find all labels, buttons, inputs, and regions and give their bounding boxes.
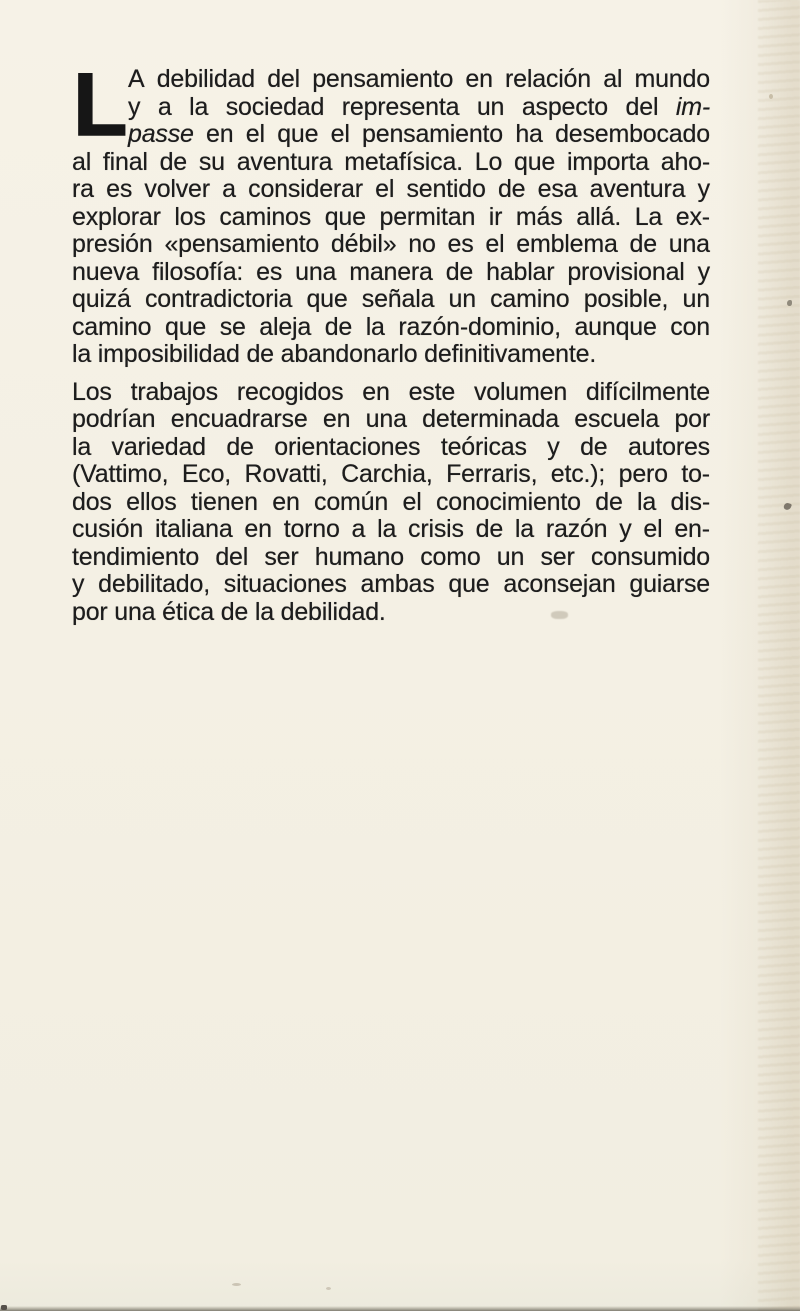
text-line: tendimiento del ser humano como un ser consumido	[72, 542, 710, 571]
paper-speck	[326, 1287, 331, 1290]
text-block	[72, 54, 710, 626]
text-line: por una ética de la debilidad.	[72, 597, 386, 626]
text-line: y a la sociedad representa un aspecto del im-	[128, 92, 710, 121]
text-line: presión «pensamiento débil» no es el emblema de una	[72, 230, 710, 258]
text-line: podrían encuadrarse en una determinada escuela por	[72, 405, 710, 433]
text-line: quizá contradictoria que señala un camino posible, un	[72, 285, 710, 313]
text-line: explorar los caminos que permitan ir más allá. La ex-	[72, 202, 710, 231]
text-line: y debilitado, situaciones ambas que aconsejan guiarse	[72, 570, 710, 598]
paper-speck	[783, 502, 792, 511]
text-line: al final de su aventura metafísica. Lo que importa aho-	[72, 147, 710, 176]
paper-speck	[232, 1283, 241, 1286]
paper-scan-bottom-line	[0, 1306, 800, 1311]
text-line: camino que se aleja de la razón-dominio, aunque con	[72, 312, 710, 341]
text-line: dos ellos tienen en común el conocimiento de la dis-	[72, 487, 710, 516]
paper-speck	[787, 300, 792, 306]
paragraph	[72, 54, 710, 369]
text-line: la variedad de orientaciones teóricas y de autores	[72, 432, 710, 461]
text-line: (Vattimo, Eco, Rovatti, Carchia, Ferraris, etc.); pero to-	[72, 460, 710, 488]
text-line: A debilidad del pensamiento en relación al mundo	[128, 65, 710, 93]
drop-cap-letter: L	[73, 54, 128, 154]
text-line: nueva filosofía: es una manera de hablar provisional y	[72, 257, 710, 286]
paper-speck	[769, 94, 773, 99]
text-line: Los trabajos recogidos en este volumen difícilmente	[72, 377, 710, 406]
paragraph	[72, 379, 710, 627]
text-line: ra es volver a considerar el sentido de esa aventura y	[72, 175, 710, 203]
text-line: la imposibilidad de abandonarlo definitivamente.	[72, 340, 597, 368]
text-line: passe en el que el pensamiento ha desembocado	[128, 120, 710, 148]
paper-speck	[1, 1305, 7, 1310]
paper-scan-edge-texture	[758, 0, 800, 1311]
text-line: cusión italiana en torno a la crisis de la razón y el en-	[72, 515, 710, 543]
